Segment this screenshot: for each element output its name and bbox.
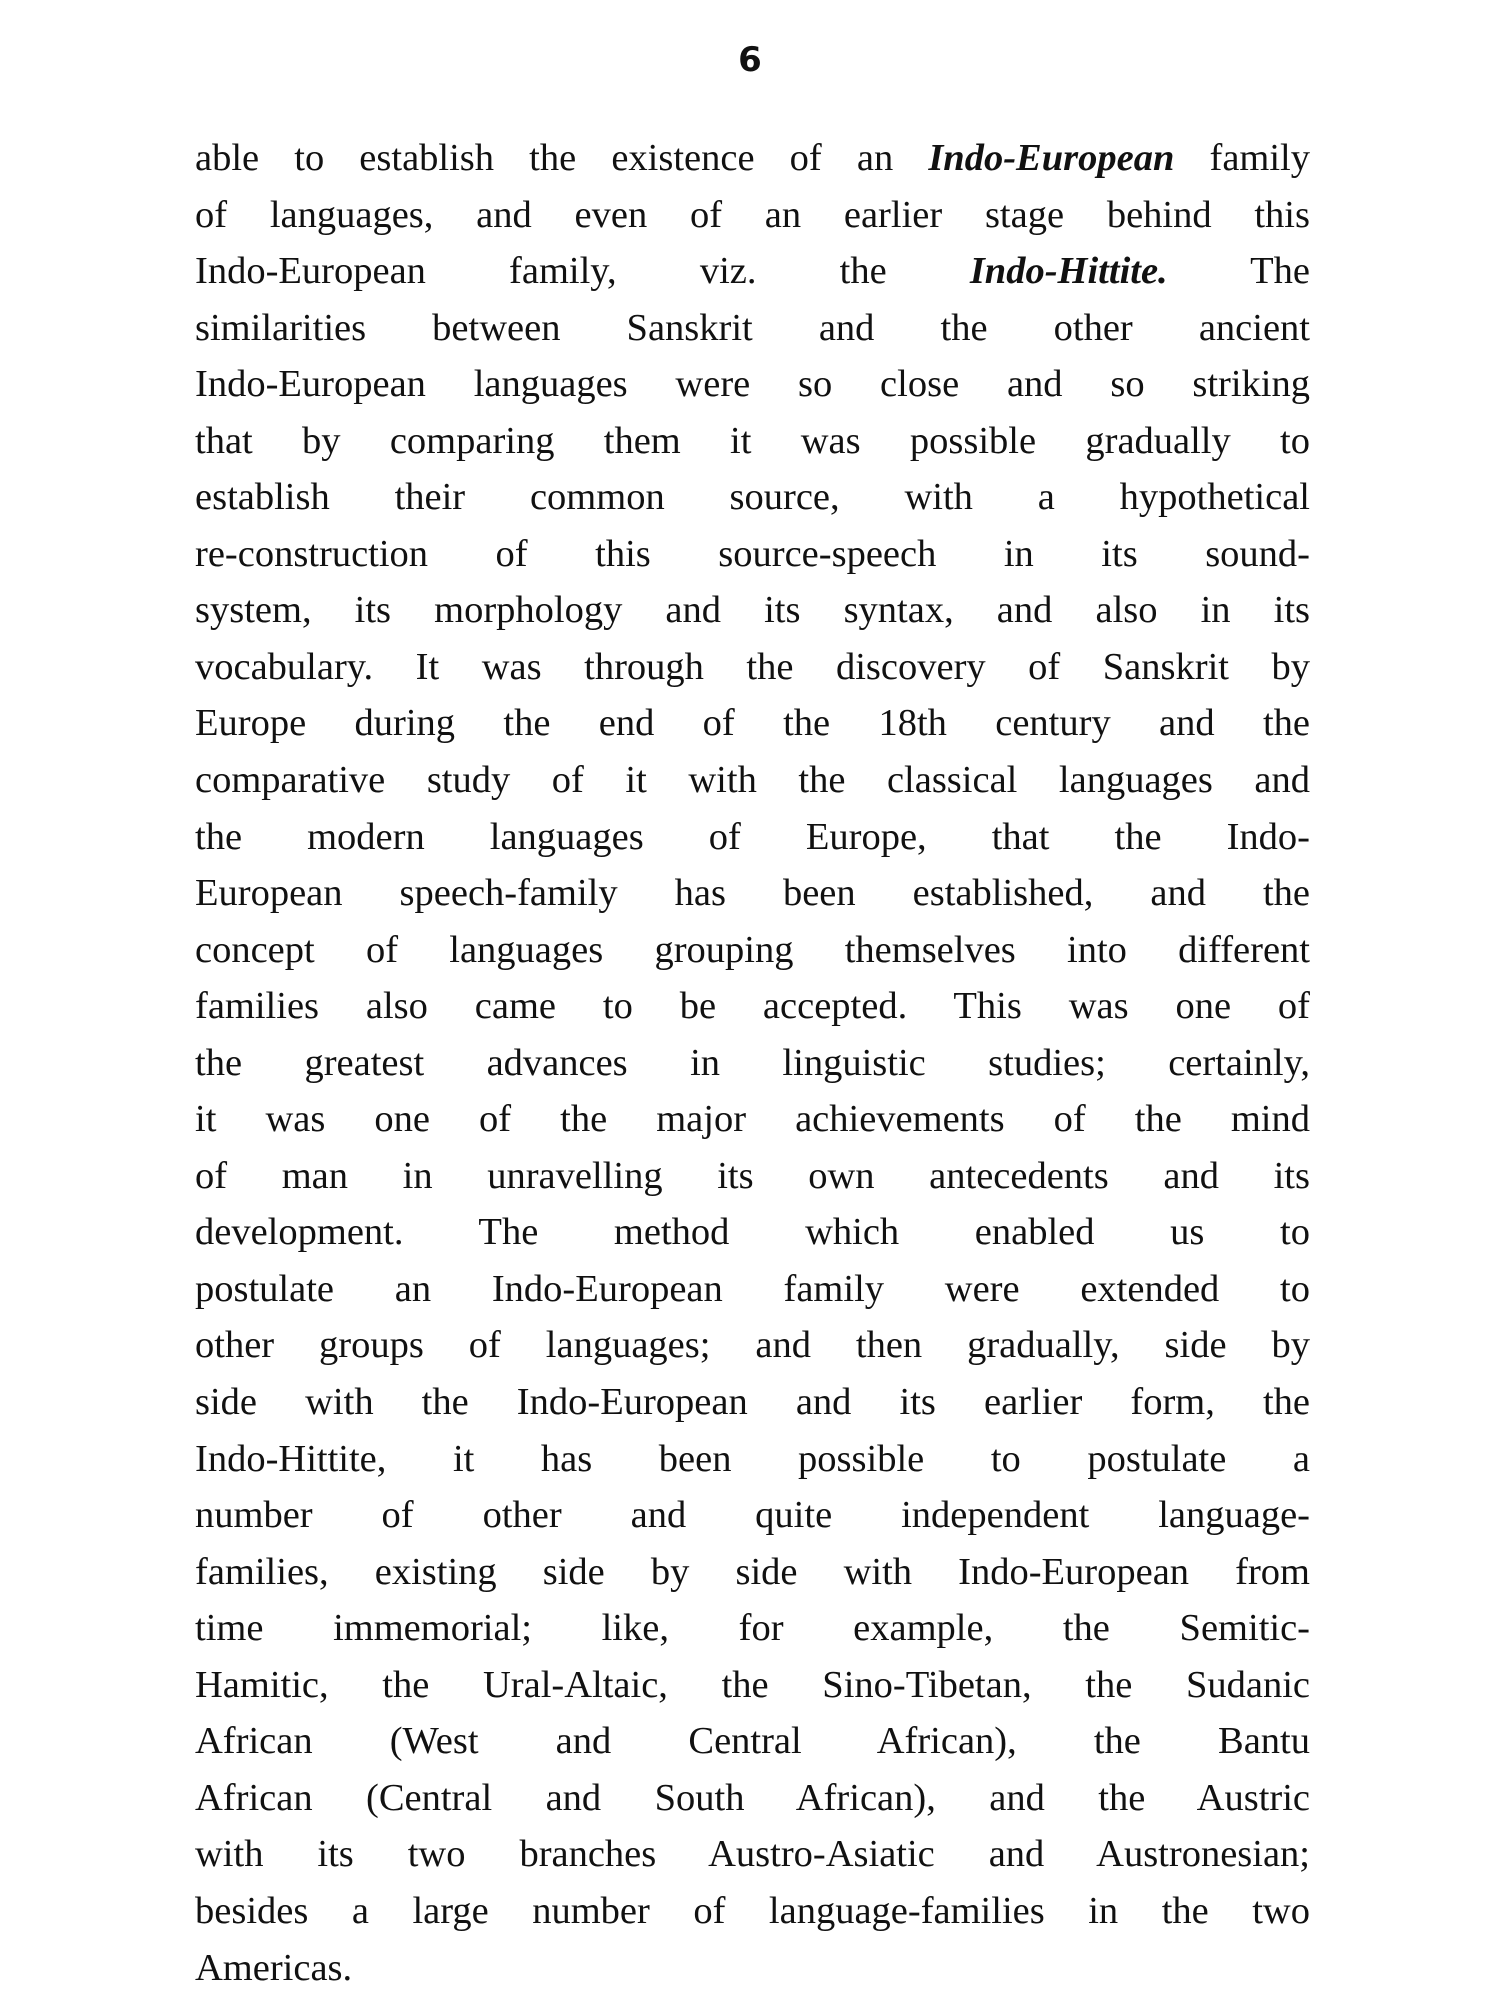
- text-run: families also came to be accepted. This was one of: [195, 985, 1310, 1028]
- italic-term: Indo-European: [928, 137, 1175, 179]
- text-line: [195, 356, 1310, 413]
- text-run: time immemorial; like, for example, the Semitic-: [195, 1607, 1310, 1650]
- text-line: [195, 865, 1310, 922]
- text-line: [195, 1317, 1310, 1374]
- text-run: that by comparing them it was possible gradually to: [195, 419, 1310, 462]
- italic-term: Indo-Hittite.: [969, 250, 1168, 293]
- text-line: [195, 1770, 1310, 1827]
- text-line: [195, 1431, 1310, 1488]
- text-line: [195, 695, 1310, 752]
- text-line: [195, 1544, 1310, 1601]
- text-run: establish their common source, with a hypothetical: [195, 476, 1310, 519]
- text-run: besides a large number of language-families in the two: [195, 1889, 1310, 1932]
- text-line: [195, 1261, 1310, 1318]
- text-run: Indo-Hittite, it has been possible to postulate a: [195, 1437, 1310, 1480]
- text-line: [195, 130, 1310, 187]
- text-run: comparative study of it with the classical languages and: [195, 759, 1310, 802]
- text-run: Indo-European languages were so close and so striking: [195, 363, 1310, 406]
- text-line: [195, 809, 1310, 866]
- text-line: [195, 1600, 1310, 1657]
- text-run: Americas.: [195, 1946, 353, 1989]
- text-run: similarities between Sanskrit and the other ancient: [195, 306, 1310, 349]
- text-line: [195, 526, 1310, 583]
- text-run: it was one of the major achievements of the mind: [195, 1098, 1310, 1141]
- text-line: [195, 243, 1310, 300]
- text-line: [195, 1091, 1310, 1148]
- text-line: [195, 300, 1310, 357]
- text-line: [195, 1713, 1310, 1770]
- text-line: [195, 922, 1310, 979]
- text-run: families, existing side by side with Indo-European from: [195, 1550, 1310, 1593]
- text-run: with its two branches Austro-Asiatic and Austronesian;: [195, 1833, 1310, 1876]
- text-line: [195, 1883, 1310, 1940]
- text-run: Europe during the end of the 18th century and the: [195, 702, 1310, 745]
- text-run: The: [1167, 250, 1310, 293]
- text-run: of languages, and even of an earlier stage behind this: [195, 193, 1310, 236]
- text-line: [195, 1487, 1310, 1544]
- text-run: system, its morphology and its syntax, and also in its: [195, 589, 1310, 632]
- text-line: [195, 752, 1310, 809]
- text-run: concept of languages grouping themselves into different: [195, 928, 1310, 971]
- text-run: number of other and quite independent language-: [195, 1494, 1310, 1537]
- text-run: the greatest advances in linguistic studies; certainly,: [195, 1041, 1310, 1084]
- text-run: other groups of languages; and then gradually, side by: [195, 1324, 1310, 1367]
- text-run: development. The method which enabled us to: [195, 1211, 1310, 1254]
- text-line: [195, 1374, 1310, 1431]
- text-run: of man in unravelling its own antecedents and its: [195, 1154, 1310, 1197]
- text-line: [195, 978, 1310, 1035]
- text-line: [195, 413, 1310, 470]
- text-line: [195, 1148, 1310, 1205]
- body-paragraph: [195, 130, 1310, 1996]
- text-line: [195, 1940, 1310, 1997]
- text-run: European speech-family has been established, and the: [195, 872, 1310, 915]
- text-run: vocabulary. It was through the discovery of Sanskrit by: [195, 645, 1310, 688]
- text-run: Hamitic, the Ural-Altaic, the Sino-Tibetan, the Sudanic: [195, 1663, 1310, 1706]
- page-number: 6: [738, 40, 762, 80]
- text-run: able to establish the existence of an: [195, 137, 929, 179]
- text-run: re-construction of this source-speech in its sound-: [195, 532, 1310, 575]
- text-run: the modern languages of Europe, that the Indo-: [195, 815, 1310, 858]
- text-run: side with the Indo-European and its earlier form, the: [195, 1381, 1310, 1424]
- text-line: [195, 639, 1310, 696]
- text-line: [195, 1657, 1310, 1714]
- text-run: African (Central and South African), and the Austric: [195, 1776, 1310, 1819]
- text-run: African (West and Central African), the Bantu: [195, 1720, 1310, 1763]
- text-line: [195, 582, 1310, 639]
- text-line: [195, 1035, 1310, 1092]
- text-line: [195, 469, 1310, 526]
- text-run: family: [1174, 137, 1310, 179]
- text-line: [195, 1204, 1310, 1261]
- text-line: [195, 187, 1310, 244]
- text-run: postulate an Indo-European family were extended to: [195, 1267, 1310, 1310]
- text-run: Indo-European family, viz. the: [195, 250, 970, 293]
- text-line: [195, 1826, 1310, 1883]
